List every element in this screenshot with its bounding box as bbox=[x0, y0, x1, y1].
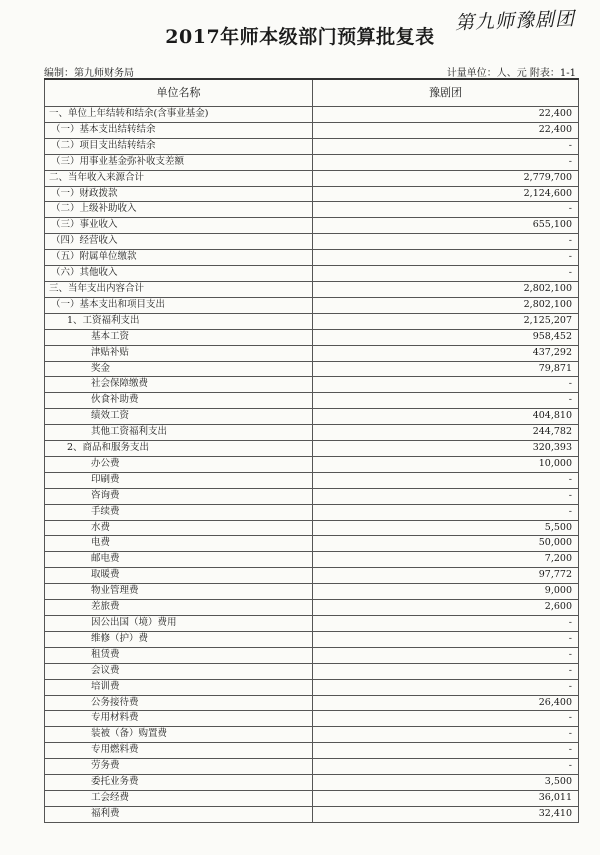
table-row bbox=[45, 568, 579, 584]
table-row bbox=[45, 759, 579, 775]
table-row bbox=[45, 488, 579, 504]
table-row bbox=[45, 154, 579, 170]
row-label: 2、商品和服务支出 bbox=[45, 441, 313, 457]
row-value: - bbox=[313, 393, 579, 409]
row-value: - bbox=[313, 377, 579, 393]
row-value: - bbox=[313, 234, 579, 250]
row-label: 伙食补助费 bbox=[45, 393, 313, 409]
row-value: 2,600 bbox=[313, 600, 579, 616]
table-row bbox=[45, 584, 579, 600]
table-row bbox=[45, 536, 579, 552]
row-value: 3,500 bbox=[313, 775, 579, 791]
table-row bbox=[45, 409, 579, 425]
table-row bbox=[45, 107, 579, 123]
row-label: （一）基本支出和项目支出 bbox=[45, 297, 313, 313]
column-header-unit-name: 单位名称 bbox=[45, 79, 313, 107]
row-label: 津贴补贴 bbox=[45, 345, 313, 361]
table-row bbox=[45, 743, 579, 759]
row-value: 244,782 bbox=[313, 425, 579, 441]
unit-label: 计量单位：人、元 附表：1-1 bbox=[446, 68, 576, 79]
row-value: 32,410 bbox=[313, 806, 579, 822]
row-value: - bbox=[313, 266, 579, 282]
row-value: 2,802,100 bbox=[313, 281, 579, 297]
table-row bbox=[45, 647, 579, 663]
row-value: 26,400 bbox=[313, 695, 579, 711]
row-label: 邮电费 bbox=[45, 552, 313, 568]
table-row bbox=[45, 361, 579, 377]
table-row bbox=[45, 616, 579, 632]
row-label: 奖金 bbox=[45, 361, 313, 377]
row-value: 10,000 bbox=[313, 456, 579, 472]
table-row bbox=[45, 122, 579, 138]
budget-table bbox=[44, 78, 579, 823]
row-value: 437,292 bbox=[313, 345, 579, 361]
row-value: 5,500 bbox=[313, 520, 579, 536]
row-label: （六）其他收入 bbox=[45, 266, 313, 282]
table-row bbox=[45, 186, 579, 202]
table-row bbox=[45, 425, 579, 441]
table-row bbox=[45, 138, 579, 154]
row-label: 办公费 bbox=[45, 456, 313, 472]
row-label: 社会保障缴费 bbox=[45, 377, 313, 393]
table-row bbox=[45, 663, 579, 679]
row-label: （二）项目支出结转结余 bbox=[45, 138, 313, 154]
row-value: - bbox=[313, 727, 579, 743]
row-label: 装被（备）购置费 bbox=[45, 727, 313, 743]
row-label: 劳务费 bbox=[45, 759, 313, 775]
row-label: （一）基本支出结转结余 bbox=[45, 122, 313, 138]
row-label: 委托业务费 bbox=[45, 775, 313, 791]
table-row bbox=[45, 695, 579, 711]
row-value: 22,400 bbox=[313, 107, 579, 123]
budget-table-container bbox=[44, 78, 578, 823]
table-row bbox=[45, 377, 579, 393]
row-label: （三）事业收入 bbox=[45, 218, 313, 234]
row-value: 97,772 bbox=[313, 568, 579, 584]
row-label: 会议费 bbox=[45, 663, 313, 679]
row-value: 9,000 bbox=[313, 584, 579, 600]
compiler-label: 编制：第九师财务局 bbox=[44, 68, 134, 79]
column-header-troupe: 豫剧团 bbox=[313, 79, 579, 107]
table-row bbox=[45, 504, 579, 520]
table-row bbox=[45, 456, 579, 472]
table-row bbox=[45, 441, 579, 457]
row-label: 培训费 bbox=[45, 679, 313, 695]
table-body bbox=[45, 107, 579, 823]
row-label: 租赁费 bbox=[45, 647, 313, 663]
table-row bbox=[45, 552, 579, 568]
row-label: 1、工资福利支出 bbox=[45, 313, 313, 329]
table-row bbox=[45, 266, 579, 282]
row-value: 958,452 bbox=[313, 329, 579, 345]
table-row bbox=[45, 218, 579, 234]
row-label: 维修（护）费 bbox=[45, 631, 313, 647]
row-label: 基本工资 bbox=[45, 329, 313, 345]
page-title: 2017年师本级部门预算批复表 bbox=[165, 26, 435, 48]
row-value: 2,779,700 bbox=[313, 170, 579, 186]
row-label: 电费 bbox=[45, 536, 313, 552]
row-label: 差旅费 bbox=[45, 600, 313, 616]
table-row bbox=[45, 790, 579, 806]
row-label: 一、单位上年结转和结余(含事业基金) bbox=[45, 107, 313, 123]
table-row bbox=[45, 297, 579, 313]
row-value: - bbox=[313, 250, 579, 266]
row-label: 二、当年收入来源合计 bbox=[45, 170, 313, 186]
row-value: 36,011 bbox=[313, 790, 579, 806]
row-label: 其他工资福利支出 bbox=[45, 425, 313, 441]
row-value: 7,200 bbox=[313, 552, 579, 568]
row-label: 公务接待费 bbox=[45, 695, 313, 711]
table-row bbox=[45, 679, 579, 695]
row-value: 655,100 bbox=[313, 218, 579, 234]
row-value: 2,802,100 bbox=[313, 297, 579, 313]
table-row bbox=[45, 631, 579, 647]
row-value: - bbox=[313, 631, 579, 647]
row-value: - bbox=[313, 472, 579, 488]
row-value: - bbox=[313, 759, 579, 775]
row-value: - bbox=[313, 504, 579, 520]
table-row bbox=[45, 711, 579, 727]
row-value: - bbox=[313, 154, 579, 170]
row-label: 咨询费 bbox=[45, 488, 313, 504]
row-value: 22,400 bbox=[313, 122, 579, 138]
table-row bbox=[45, 600, 579, 616]
row-label: 三、当年支出内容合计 bbox=[45, 281, 313, 297]
row-value: - bbox=[313, 488, 579, 504]
row-label: 因公出国（境）费用 bbox=[45, 616, 313, 632]
row-label: （三）用事业基金弥补收支差额 bbox=[45, 154, 313, 170]
row-value: - bbox=[313, 138, 579, 154]
row-label: （一）财政拨款 bbox=[45, 186, 313, 202]
table-row bbox=[45, 520, 579, 536]
row-label: 取暖费 bbox=[45, 568, 313, 584]
row-label: 绩效工资 bbox=[45, 409, 313, 425]
handwritten-note: 第九师豫剧团 bbox=[454, 7, 576, 35]
row-label: 物业管理费 bbox=[45, 584, 313, 600]
table-header-row bbox=[45, 79, 579, 107]
row-label: 福利费 bbox=[45, 806, 313, 822]
table-row bbox=[45, 329, 579, 345]
row-label: 专用燃料费 bbox=[45, 743, 313, 759]
row-value: - bbox=[313, 663, 579, 679]
row-label: 专用材料费 bbox=[45, 711, 313, 727]
table-row bbox=[45, 727, 579, 743]
table-row bbox=[45, 393, 579, 409]
row-label: 手续费 bbox=[45, 504, 313, 520]
row-value: - bbox=[313, 202, 579, 218]
row-value: - bbox=[313, 616, 579, 632]
row-value: 2,124,600 bbox=[313, 186, 579, 202]
row-label: 水费 bbox=[45, 520, 313, 536]
table-row bbox=[45, 313, 579, 329]
row-label: 印刷费 bbox=[45, 472, 313, 488]
table-row bbox=[45, 345, 579, 361]
row-value: 2,125,207 bbox=[313, 313, 579, 329]
table-row bbox=[45, 250, 579, 266]
table-row bbox=[45, 281, 579, 297]
row-label: 工会经费 bbox=[45, 790, 313, 806]
table-row bbox=[45, 472, 579, 488]
row-label: （二）上级补助收入 bbox=[45, 202, 313, 218]
row-value: 320,393 bbox=[313, 441, 579, 457]
row-value: 50,000 bbox=[313, 536, 579, 552]
table-row bbox=[45, 202, 579, 218]
table-row bbox=[45, 806, 579, 822]
table-row bbox=[45, 170, 579, 186]
table-row bbox=[45, 234, 579, 250]
row-label: （五）附属单位缴款 bbox=[45, 250, 313, 266]
row-label: （四）经营收入 bbox=[45, 234, 313, 250]
row-value: - bbox=[313, 711, 579, 727]
row-value: 79,871 bbox=[313, 361, 579, 377]
row-value: - bbox=[313, 679, 579, 695]
row-value: - bbox=[313, 743, 579, 759]
table-row bbox=[45, 775, 579, 791]
row-value: - bbox=[313, 647, 579, 663]
row-value: 404,810 bbox=[313, 409, 579, 425]
